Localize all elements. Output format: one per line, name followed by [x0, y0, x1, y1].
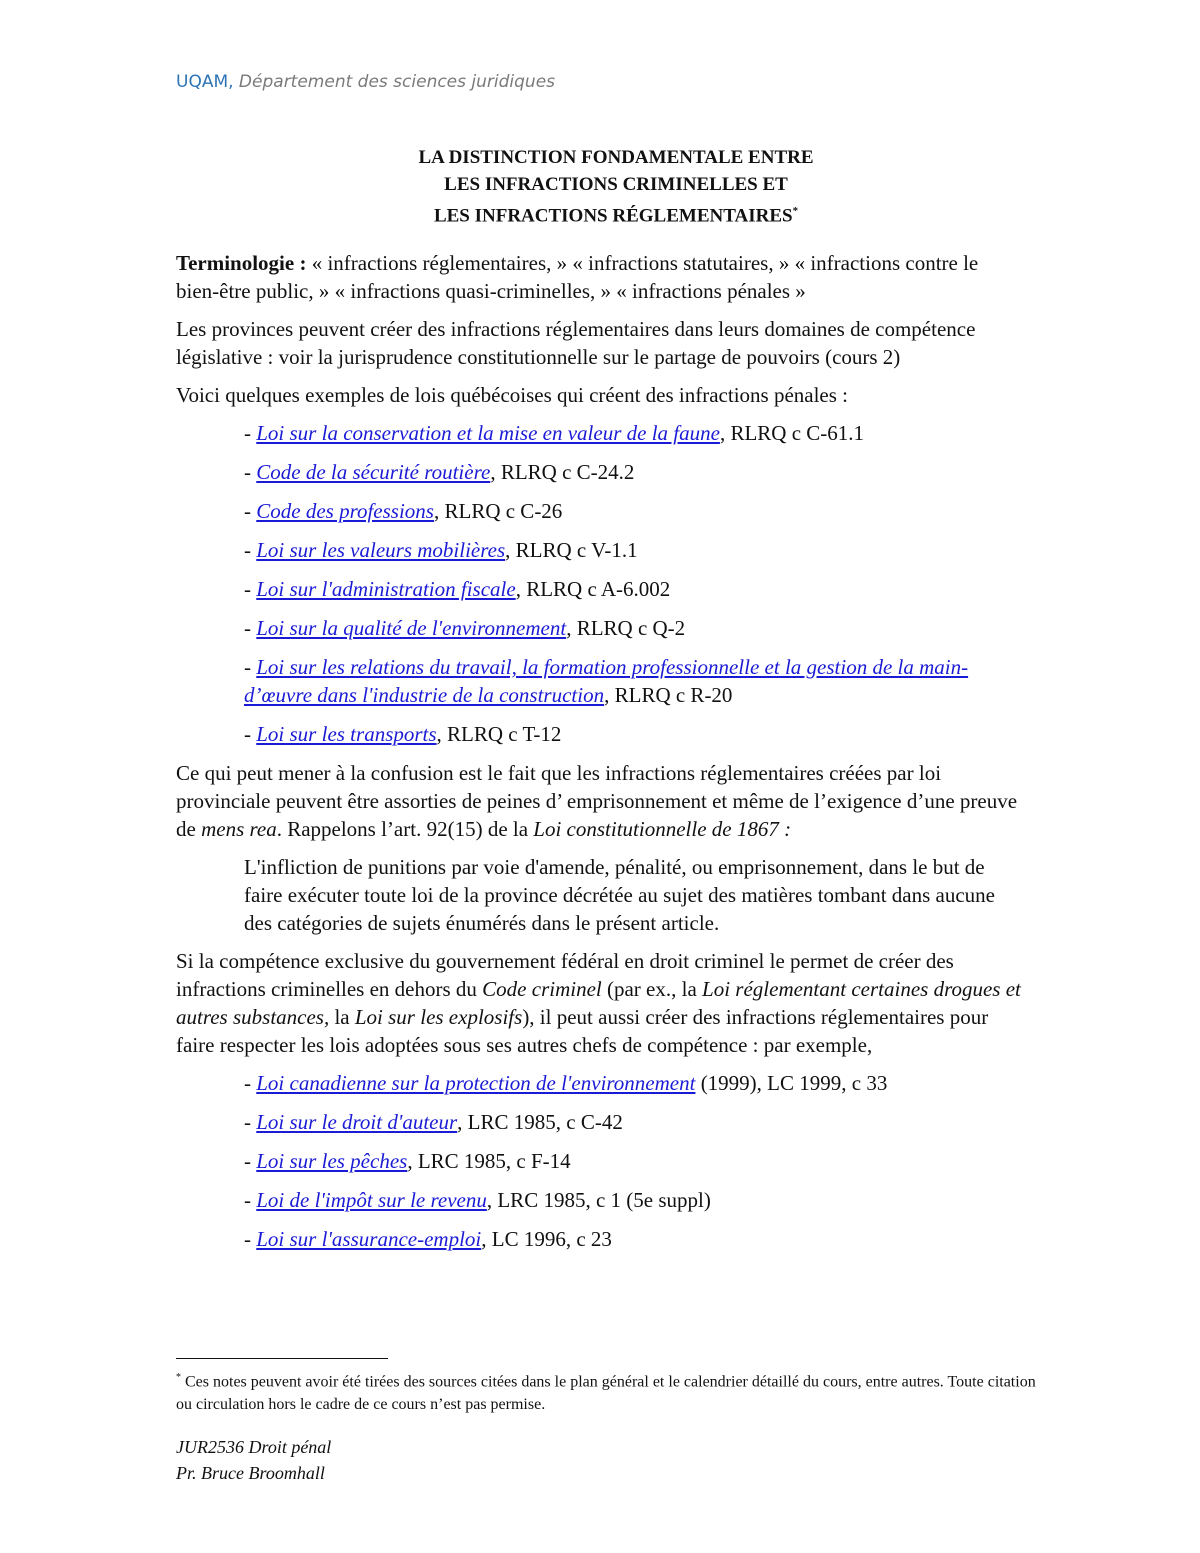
explosives-act-title: Loi sur les explosifs — [354, 1005, 523, 1029]
confusion-text-2: . Rappelons l’art. 92(15) de la — [276, 817, 534, 841]
law-link[interactable]: Loi sur les transports — [256, 722, 437, 746]
law-link[interactable]: Loi sur la qualité de l'environnement — [256, 616, 567, 640]
federal-paragraph — [176, 947, 1026, 1059]
federal-laws-list — [176, 1069, 1026, 1253]
title-line-3 — [176, 198, 1056, 229]
law-link[interactable]: Code des professions — [256, 499, 434, 523]
list-dash: - — [244, 722, 257, 746]
list-dash: - — [244, 577, 257, 601]
list-item — [244, 720, 1026, 748]
law-reference: , RLRQ c C-26 — [433, 499, 563, 523]
header-department: Département des sciences juridiques — [233, 72, 556, 92]
law-link[interactable]: Loi canadienne sur la protection de l'environnement — [256, 1071, 696, 1095]
quebec-examples-intro: Voici quelques exemples de lois québécoises qui créent des infractions pénales : — [176, 383, 848, 407]
list-item — [244, 1147, 1026, 1175]
law-reference: , RLRQ c C-24.2 — [490, 460, 635, 484]
federal-text-2: (par ex., la — [601, 977, 703, 1001]
footnote-mark: * — [176, 1372, 181, 1383]
law-reference: , LC 1996, c 23 — [481, 1227, 612, 1251]
list-dash: - — [244, 1149, 257, 1173]
quebec-laws-list — [176, 419, 1026, 748]
title-line-1: LA DISTINCTION FONDAMENTALE ENTRE — [418, 147, 814, 168]
document-title — [176, 144, 1056, 229]
law-reference: , RLRQ c T-12 — [436, 722, 562, 746]
list-item — [244, 1069, 1026, 1097]
list-item — [244, 419, 1026, 447]
federal-text-3: la — [329, 1005, 355, 1029]
law-reference: , LRC 1985, c C-42 — [457, 1110, 623, 1134]
law-link[interactable]: Loi sur l'administration fiscale — [256, 577, 516, 601]
list-dash: - — [244, 616, 257, 640]
list-item — [244, 614, 1026, 642]
list-dash: - — [244, 499, 257, 523]
law-reference: , RLRQ c V-1.1 — [505, 538, 638, 562]
constitution-act-title: Loi constitutionnelle de 1867 : — [533, 817, 792, 841]
law-link[interactable]: Loi sur les pêches — [256, 1149, 408, 1173]
list-dash: - — [244, 1188, 257, 1212]
footnote-text: Ces notes peuvent avoir été tirées des sources citées dans le plan général et le calendrier détaillé du cours, entre autres. Toute citation ou circulation hors le cadre de ce cours n’est pas permise. — [176, 1373, 1036, 1414]
federal-text-1: Si la compétence exclusive du gouvernement fédéral en droit criminel le permet de créer des infractions criminelles en dehors du — [176, 949, 954, 1001]
drugs-act-title: Loi réglementant certaines drogues et autres substances, — [176, 977, 1021, 1029]
list-item — [244, 497, 1026, 525]
law-link[interactable]: Loi sur l'assurance-emploi — [256, 1227, 482, 1251]
list-dash: - — [244, 1071, 257, 1095]
law-reference: , RLRQ c R-20 — [604, 683, 733, 707]
law-link[interactable]: Code de la sécurité routière — [256, 460, 491, 484]
law-reference: , RLRQ c A-6.002 — [515, 577, 671, 601]
list-dash: - — [244, 1227, 257, 1251]
law-link[interactable]: Loi sur la conservation et la mise en valeur de la faune — [256, 421, 720, 445]
page-header — [176, 72, 555, 92]
list-item — [244, 536, 1026, 564]
block-quote: L'infliction de punitions par voie d'amende, pénalité, ou emprisonnement, dans le but de faire exécuter toute loi de la province décrétée au sujet des matières tombant dans aucune des catégories de sujets énumérés dans le présent article. — [244, 855, 995, 935]
law-reference: , LRC 1985, c 1 (5e suppl) — [486, 1188, 711, 1212]
footnote — [176, 1366, 1036, 1416]
header-org: UQAM, — [176, 72, 234, 92]
terminology-label: Terminologie : — [176, 251, 307, 275]
page-footer — [176, 1434, 331, 1486]
criminal-code-title: Code criminel — [482, 977, 602, 1001]
title-line-2: LES INFRACTIONS CRIMINELLES ET — [444, 174, 788, 195]
footer-professor: Pr. Bruce Broomhall — [176, 1463, 325, 1483]
list-dash: - — [244, 538, 257, 562]
provinces-paragraph: Les provinces peuvent créer des infractions réglementaires dans leurs domaines de compétence législative : voir la jurisprudence constitutionnelle sur le partage de pouvoirs (cours 2) — [176, 317, 976, 369]
law-link[interactable]: Loi sur les relations du travail, la formation professionnelle et la gestion de la main-d’œuvre dans l'industrie de la construction — [244, 655, 969, 707]
list-dash: - — [244, 460, 257, 484]
confusion-paragraph — [176, 759, 1026, 843]
terminology-text: « infractions réglementaires, » « infractions statutaires, » « infractions contre le bien-être public, » « infractions quasi-criminelles, » « infractions pénales » — [176, 251, 979, 303]
list-item — [244, 653, 1026, 709]
list-item — [244, 575, 1026, 603]
list-item — [244, 1108, 1026, 1136]
document-body — [176, 249, 1026, 1264]
law-link[interactable]: Loi sur le droit d'auteur — [256, 1110, 458, 1134]
footer-course: JUR2536 Droit pénal — [176, 1437, 332, 1457]
terminology-paragraph — [176, 249, 1026, 305]
list-item — [244, 1225, 1026, 1253]
federal-text-4: ), il peut aussi créer des infractions réglementaires pour faire respecter les lois adoptées sous ses autres chefs de compétence : par exemple, — [176, 1005, 989, 1057]
mens-rea-term: mens rea — [201, 817, 277, 841]
law-reference: , RLRQ c Q-2 — [566, 616, 686, 640]
title-footnote-mark[interactable]: * — [792, 205, 799, 217]
law-reference: (1999), LC 1999, c 33 — [695, 1071, 888, 1095]
confusion-text-1: Ce qui peut mener à la confusion est le fait que les infractions réglementaires créées par loi provinciale peuvent être assorties de peines d’ emprisonnement et même de l’exigence d’une preuve de — [176, 761, 1018, 841]
list-dash: - — [244, 655, 257, 679]
footnote-separator — [176, 1358, 388, 1359]
list-item — [244, 1186, 1026, 1214]
law-reference: , LRC 1985, c F-14 — [407, 1149, 571, 1173]
list-dash: - — [244, 1110, 257, 1134]
law-reference: , RLRQ c C-61.1 — [719, 421, 865, 445]
list-dash: - — [244, 421, 257, 445]
title-line-3-text: LES INFRACTIONS RÉGLEMENTAIRES — [433, 205, 793, 227]
law-link[interactable]: Loi de l'impôt sur le revenu — [256, 1188, 487, 1212]
law-link[interactable]: Loi sur les valeurs mobilières — [256, 538, 506, 562]
list-item — [244, 458, 1026, 486]
